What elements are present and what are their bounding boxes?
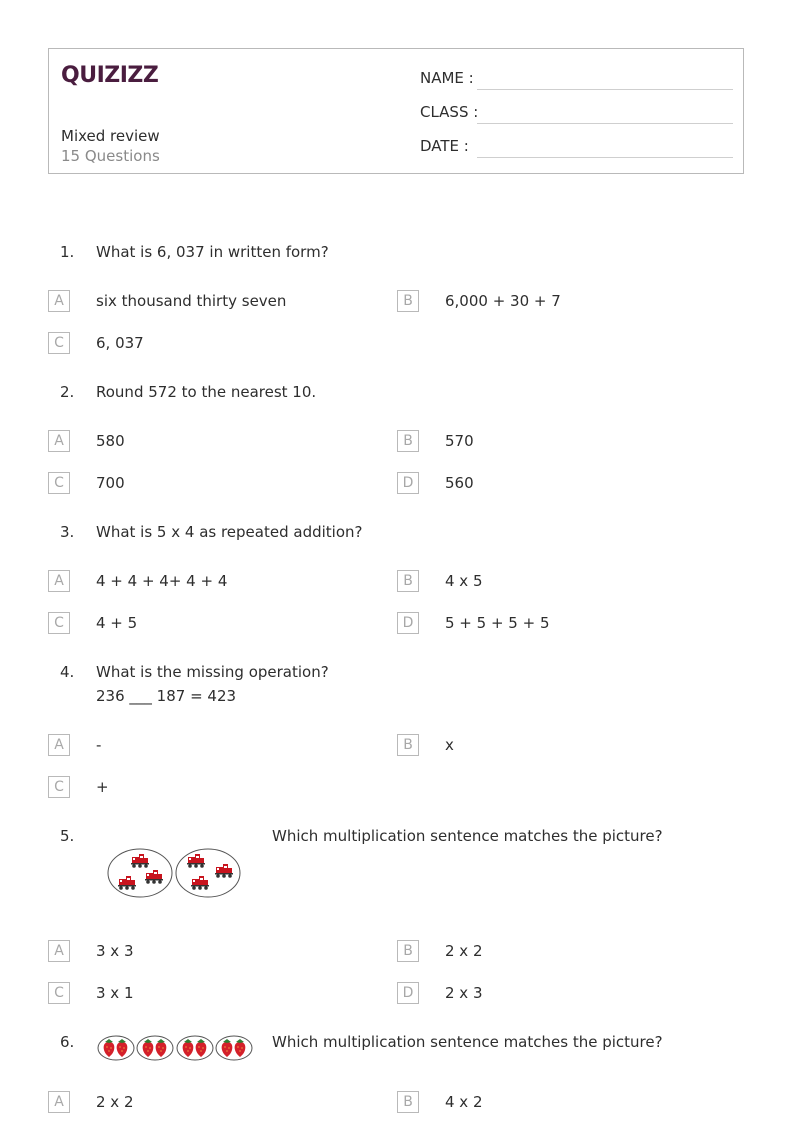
option-letter[interactable]: D [397,982,419,1004]
option-text: 5 + 5 + 5 + 5 [445,614,550,632]
option-text: 3 x 3 [96,942,134,960]
question-text: Which multiplication sentence matches the picture? [272,1033,663,1051]
question-number: 3. [60,523,75,541]
option-text: 560 [445,474,474,492]
option-letter[interactable]: B [397,430,419,452]
option-text: 2 x 2 [96,1093,134,1111]
option-text: 4 x 2 [445,1093,483,1111]
option-text: x [445,736,454,754]
option-letter[interactable]: B [397,940,419,962]
question-count: 15 Questions [61,147,160,165]
option-text: 2 x 2 [445,942,483,960]
option-text: 4 + 5 [96,614,138,632]
date-field[interactable] [477,157,733,158]
option-text: 570 [445,432,474,450]
option-text: 2 x 3 [445,984,483,1002]
option-letter[interactable]: C [48,982,70,1004]
worksheet-header [48,48,744,174]
question-number: 2. [60,383,75,401]
option-text: 580 [96,432,125,450]
option-text: 700 [96,474,125,492]
option-letter[interactable]: D [397,612,419,634]
option-letter[interactable]: A [48,290,70,312]
question-number: 6. [60,1033,75,1051]
option-text: 6, 037 [96,334,144,352]
option-text: 6,000 + 30 + 7 [445,292,561,310]
option-text: 3 x 1 [96,984,134,1002]
option-text: + [96,778,109,796]
question-text: What is the missing operation? [96,663,329,681]
option-letter[interactable]: C [48,332,70,354]
option-letter[interactable]: C [48,776,70,798]
option-letter[interactable]: D [397,472,419,494]
option-letter[interactable]: B [397,570,419,592]
name-field[interactable] [477,89,733,90]
class-field[interactable] [477,123,733,124]
question-text: What is 5 x 4 as repeated addition? [96,523,363,541]
name-label: NAME : [420,69,474,87]
option-text: 4 x 5 [445,572,483,590]
question-equation: 236 ___ 187 = 423 [96,687,237,705]
question-text: Round 572 to the nearest 10. [96,383,317,401]
option-letter[interactable]: A [48,940,70,962]
option-text: six thousand thirty seven [96,292,287,310]
option-letter[interactable]: A [48,1091,70,1113]
question-number: 4. [60,663,75,681]
date-label: DATE : [420,137,469,155]
class-label: CLASS : [420,103,479,121]
question-number: 1. [60,243,75,261]
option-letter[interactable]: A [48,734,70,756]
option-letter[interactable]: A [48,430,70,452]
option-letter[interactable]: C [48,612,70,634]
option-letter[interactable]: B [397,290,419,312]
option-letter[interactable]: B [397,1091,419,1113]
option-text: 4 + 4 + 4+ 4 + 4 [96,572,228,590]
question-text: What is 6, 037 in written form? [96,243,329,261]
option-letter[interactable]: C [48,472,70,494]
question-number: 5. [60,827,75,845]
svg-text:QUIZIZZ: QUIZIZZ [61,63,159,88]
question-text: Which multiplication sentence matches the picture? [272,827,663,845]
option-text: - [96,736,102,754]
quizizz-logo [61,59,171,89]
worksheet-title: Mixed review [61,127,160,145]
train-groups-picture [104,844,244,902]
option-letter[interactable]: B [397,734,419,756]
option-letter[interactable]: A [48,570,70,592]
strawberry-groups-picture [96,1034,256,1064]
